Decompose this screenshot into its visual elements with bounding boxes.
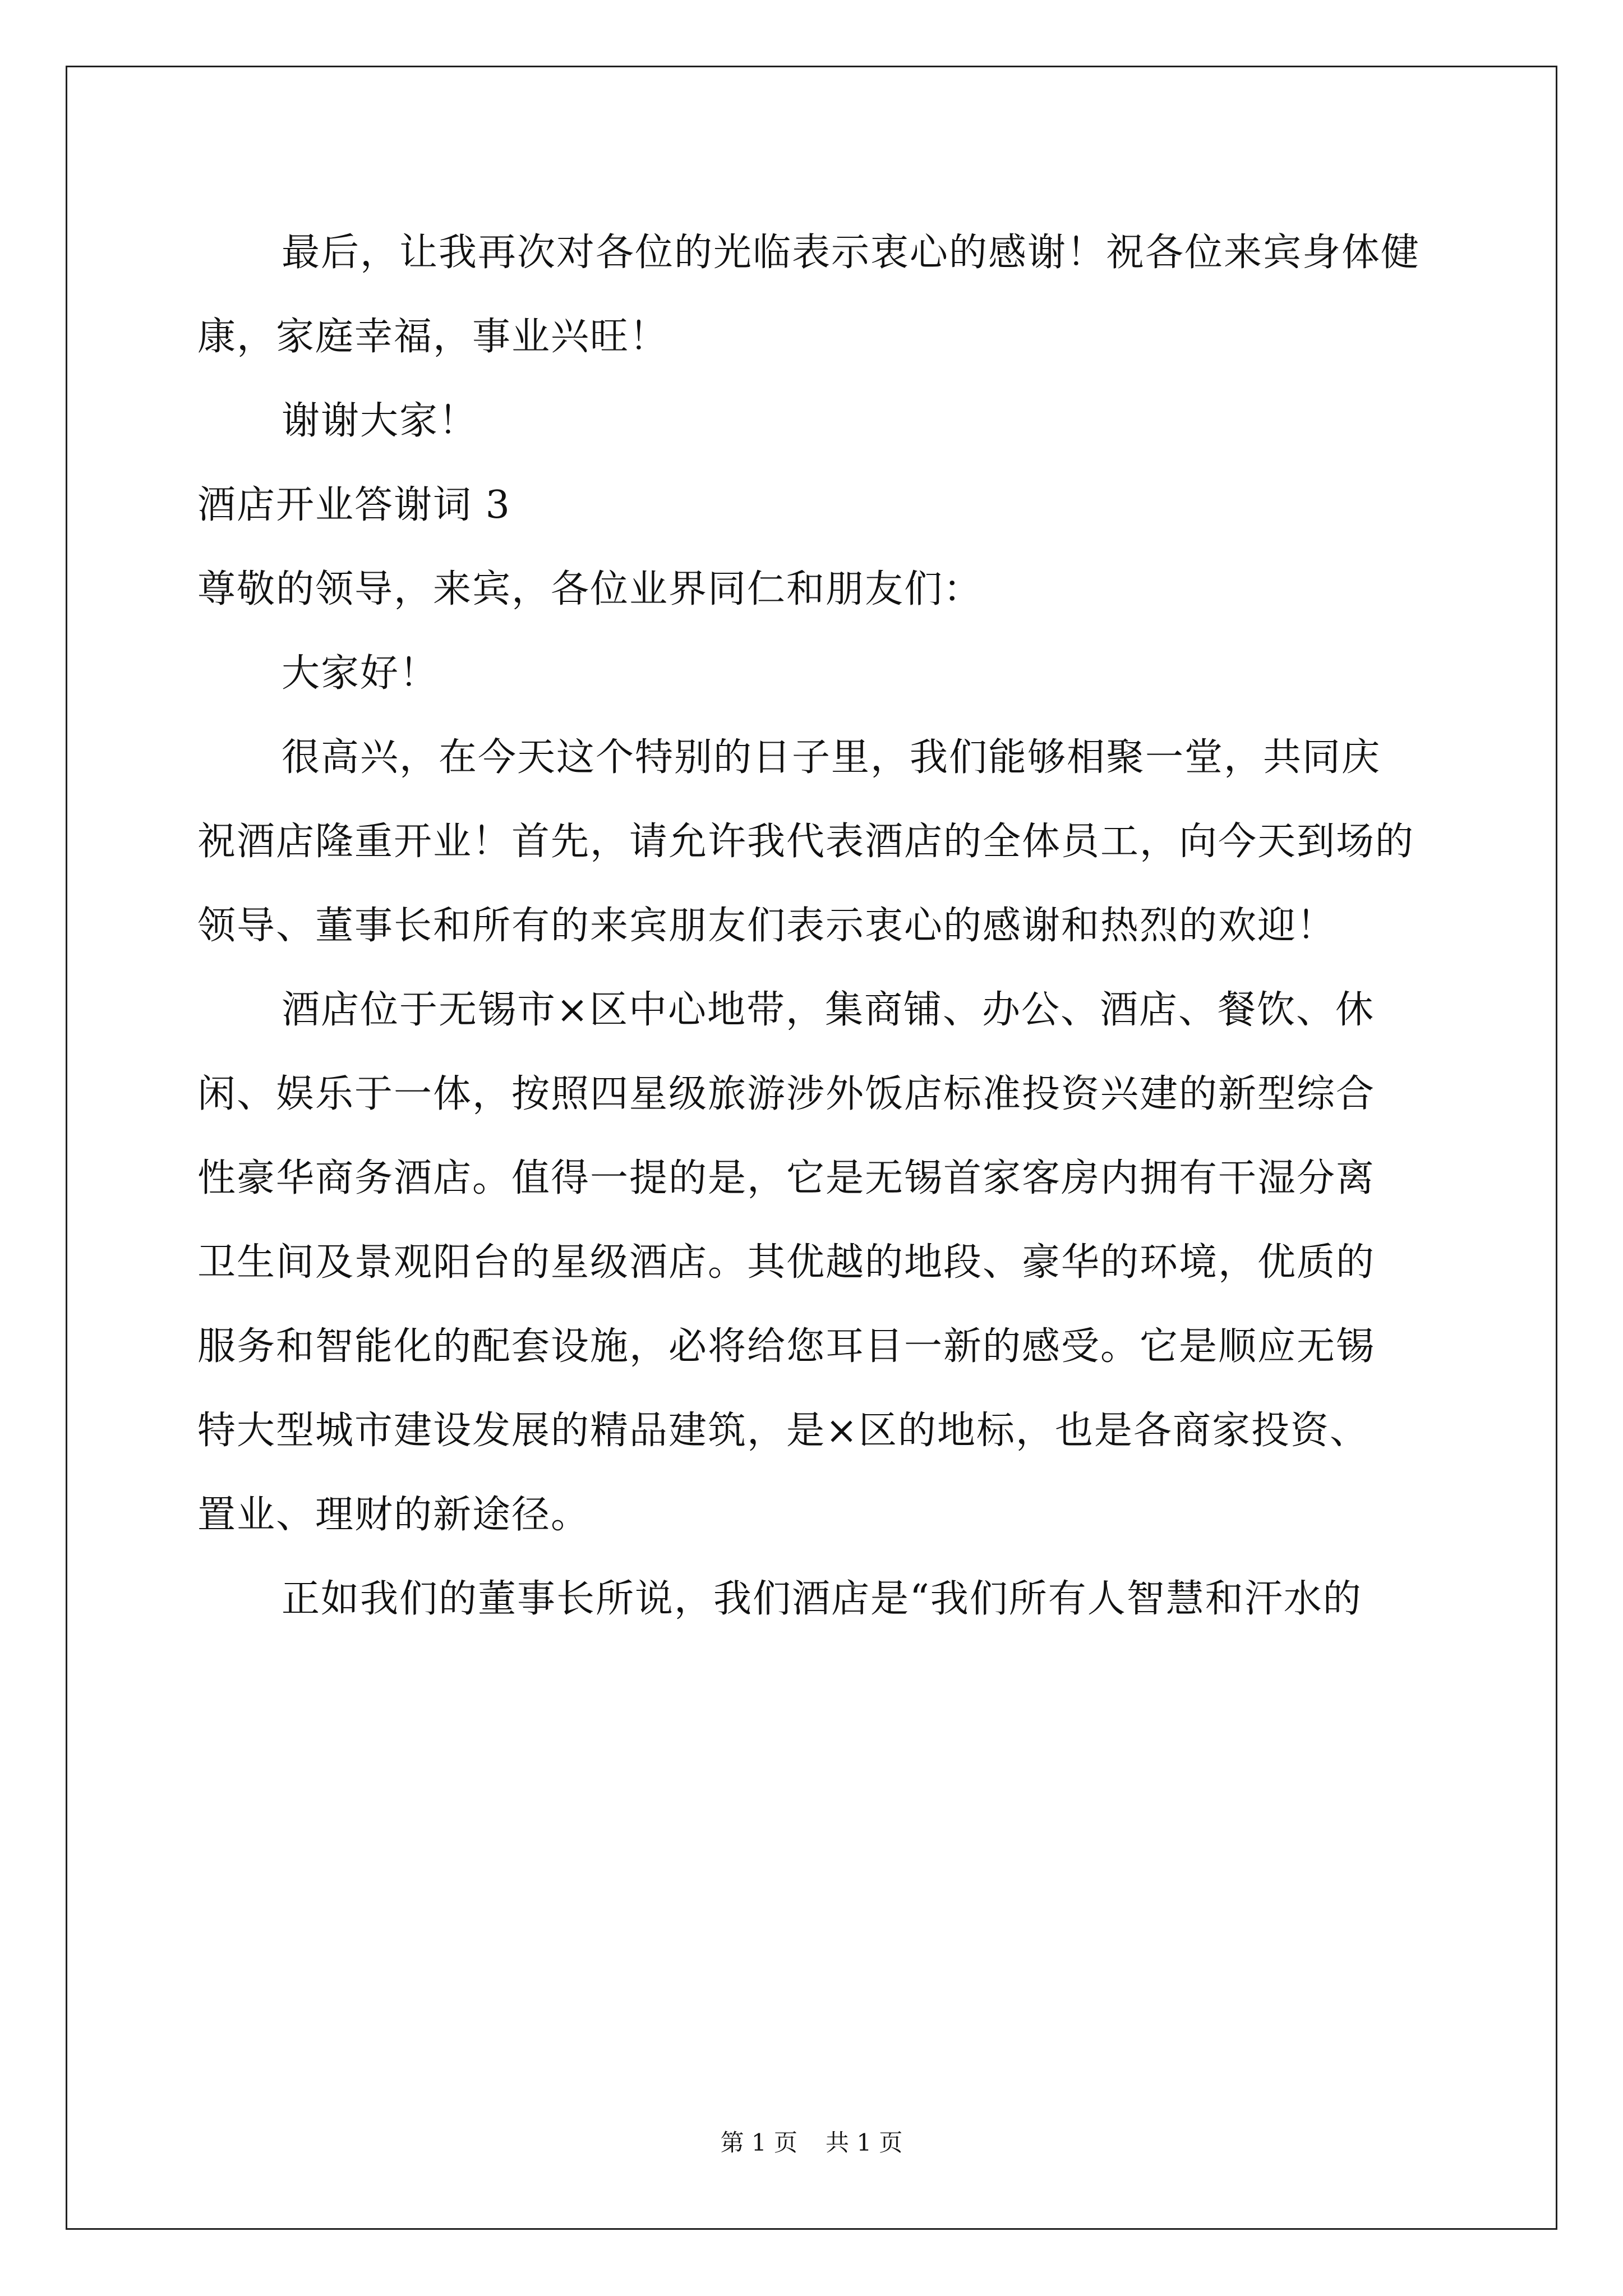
document-body [197,211,1427,1641]
section-heading: 酒店开业答谢词 3 [197,483,511,527]
text-line: 正如我们的董事长所说，我们酒店是“我们所有人智慧和汗水的 [282,1577,1362,1621]
text-line: 特大型城市建设发展的精品建筑，是×区的地标，也是各商家投资、 [197,1409,1369,1453]
text-line: 康，家庭幸福，事业兴旺！ [197,315,669,359]
text-line: 大家好！ [282,651,439,696]
page-count: 共 1 页 [826,2129,903,2156]
text-line: 卫生间及景观阳台的星级酒店。其优越的地段、豪华的环境，优质的 [197,1240,1376,1285]
page-number: 第 1 页 [720,2129,797,2156]
text-line: 很高兴，在今天这个特别的日子里，我们能够相聚一堂，共同庆 [282,735,1381,780]
page-footer [0,2126,1623,2160]
text-line: 置业、理财的新途径。 [197,1493,591,1537]
text-line: 酒店位于无锡市×区中心地带，集商铺、办公、酒店、餐饮、休 [282,988,1375,1032]
text-line: 闲、娱乐于一体，按照四星级旅游涉外饭店标准投资兴建的新型综合 [197,1072,1376,1116]
text-line: 祝酒店隆重开业！首先，请允许我代表酒店的全体员工，向今天到场的 [197,820,1415,864]
text-line: 领导、董事长和所有的来宾朋友们表示衷心的感谢和热烈的欢迎！ [197,904,1336,948]
text-line: 谢谢大家！ [282,399,478,443]
text-line: 最后，让我再次对各位的光临表示衷心的感谢！祝各位来宾身体健 [282,231,1421,275]
text-line: 服务和智能化的配套设施，必将给您耳目一新的感受。它是顺应无锡 [197,1324,1376,1369]
text-line: 性豪华商务酒店。值得一提的是，它是无锡首家客房内拥有干湿分离 [197,1156,1376,1200]
salutation: 尊敬的领导，来宾，各位业界同仁和朋友们： [197,567,983,611]
